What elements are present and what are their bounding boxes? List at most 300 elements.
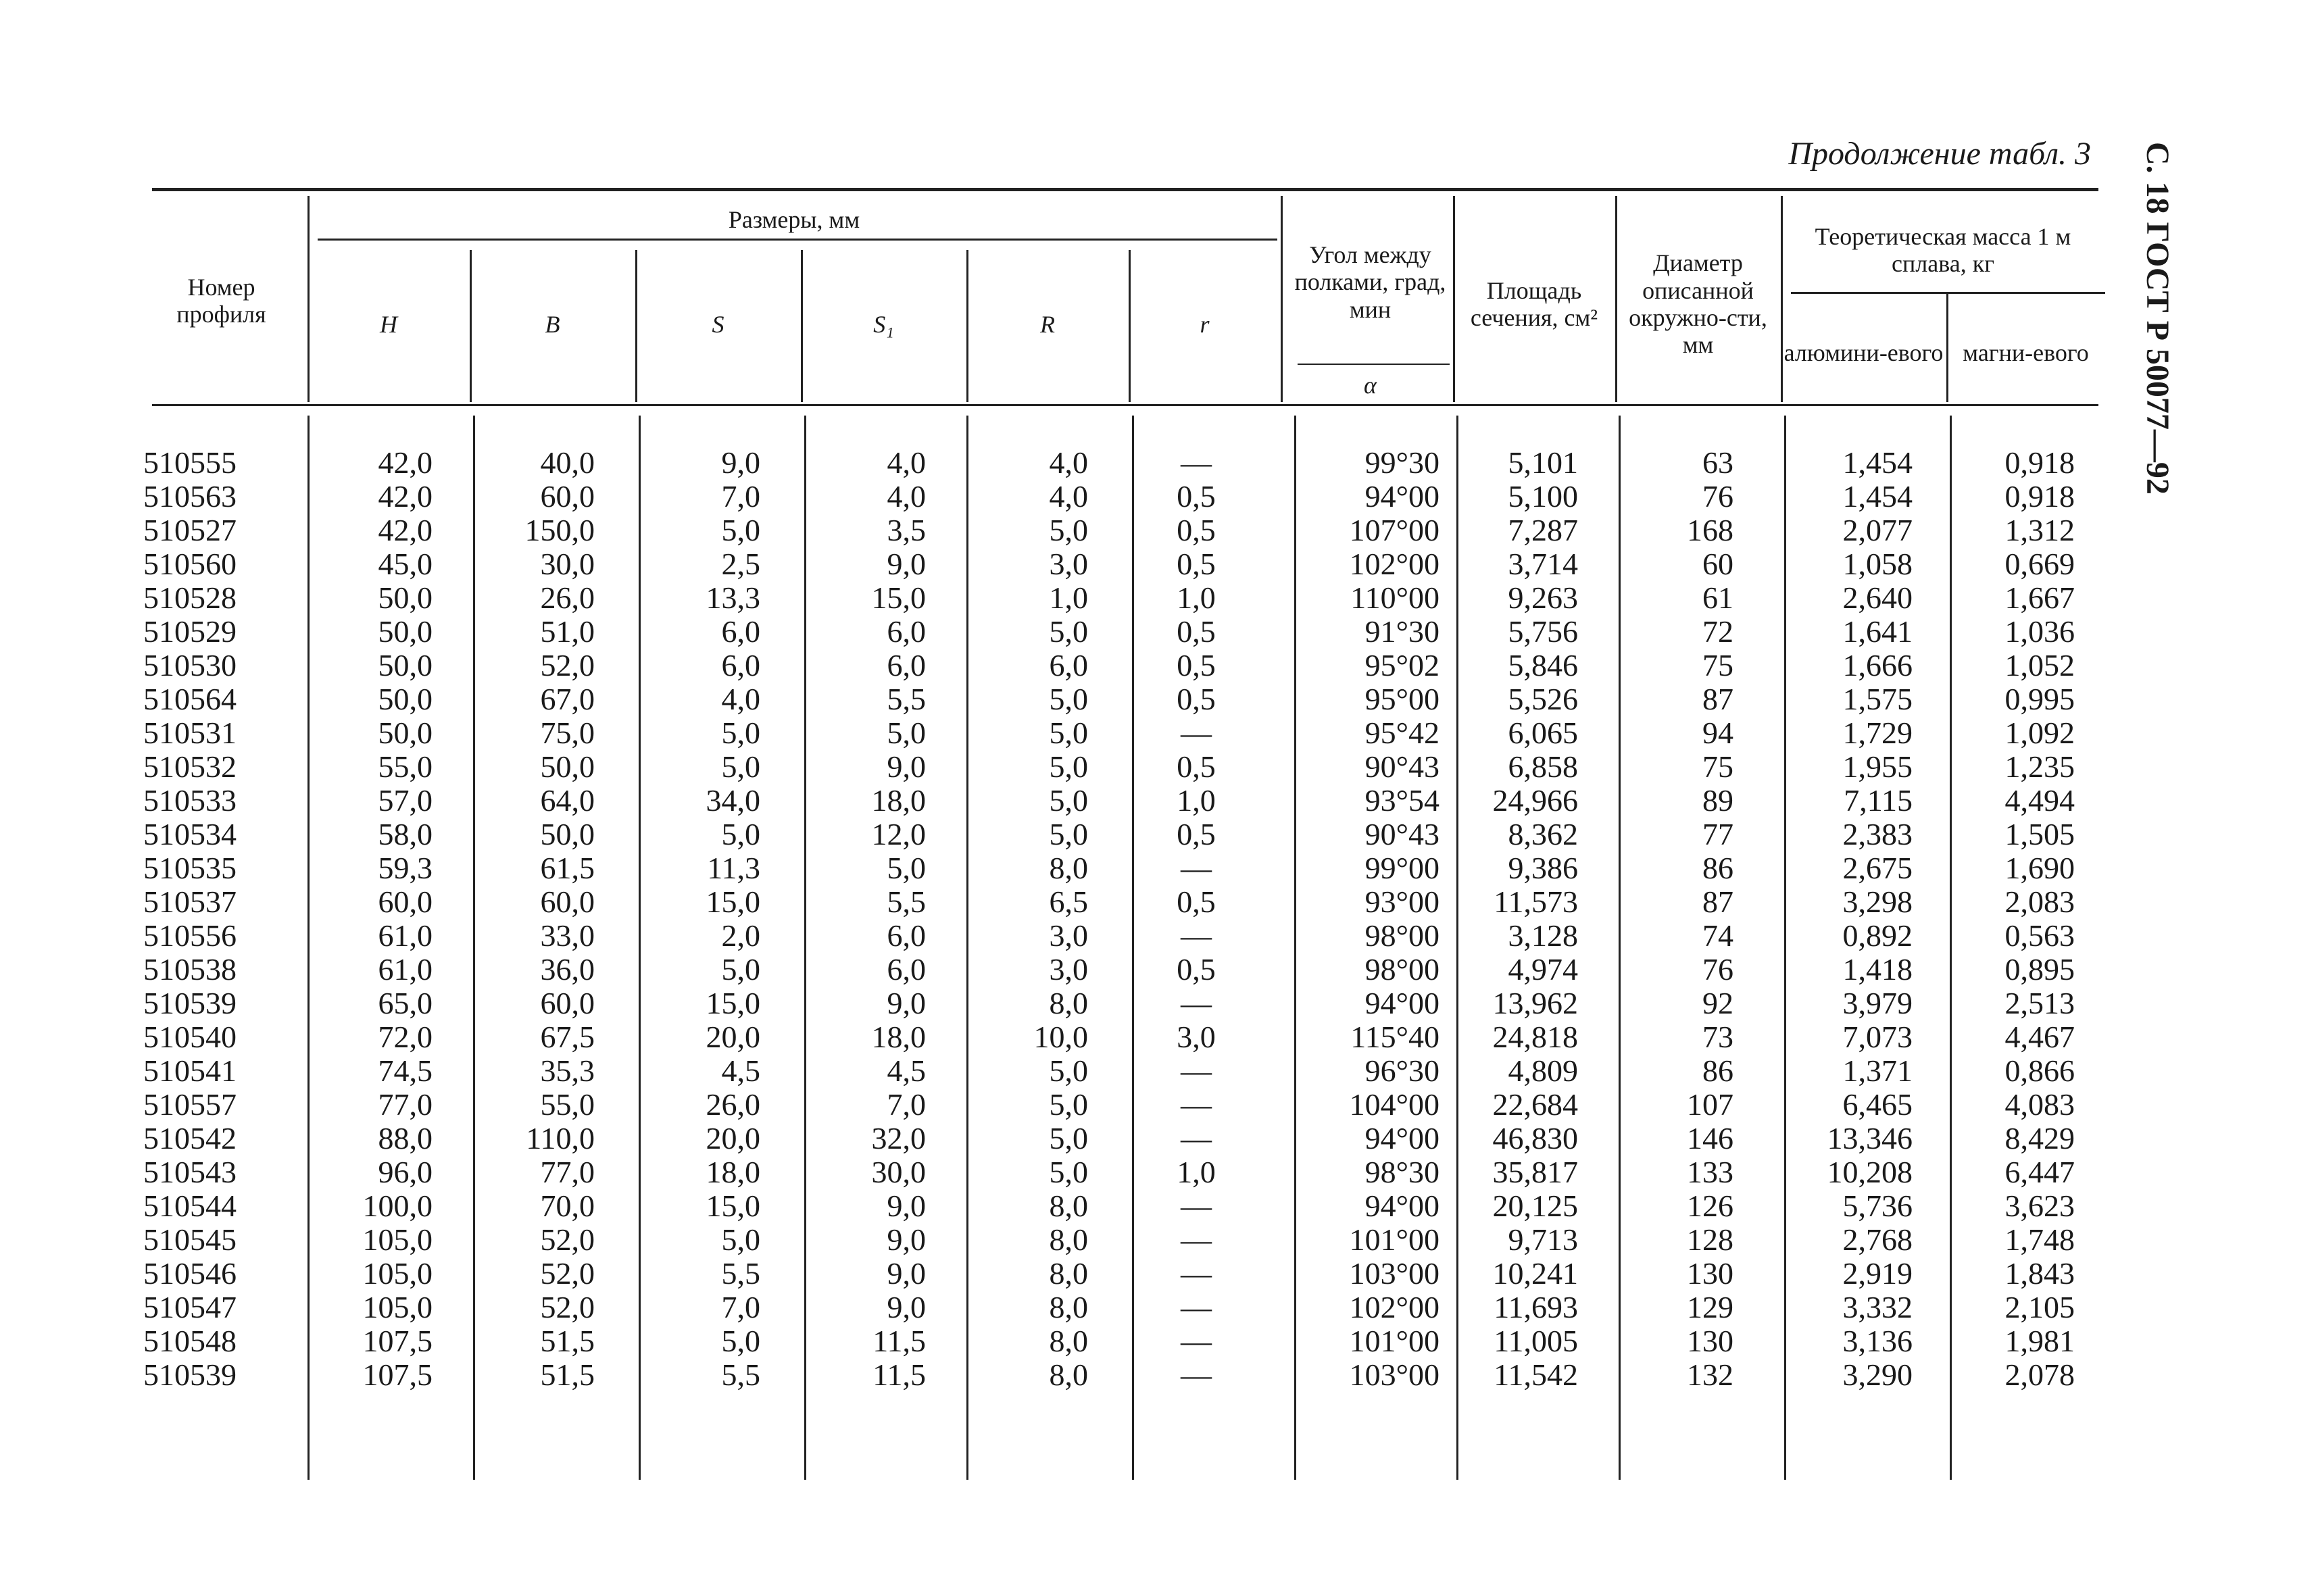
cell-S: 15,0 bbox=[706, 986, 760, 1020]
cell-al: 7,115 bbox=[1844, 783, 1913, 818]
cell-S: 5,5 bbox=[721, 1357, 760, 1392]
cell-angle: 90°43 bbox=[1364, 817, 1439, 851]
table-caption: Продолжение табл. 3 bbox=[1788, 136, 2091, 172]
cell-R: 8,0 bbox=[1049, 1290, 1088, 1324]
cell-al: 3,136 bbox=[1842, 1324, 1913, 1358]
cell-al: 10,208 bbox=[1827, 1155, 1913, 1189]
cell-profile: 510555 bbox=[143, 445, 237, 480]
cell-H: 50,0 bbox=[378, 580, 433, 615]
cell-B: 150,0 bbox=[524, 513, 595, 547]
cell-B: 60,0 bbox=[540, 479, 595, 514]
cell-r: — bbox=[1181, 1087, 1212, 1122]
cell-H: 77,0 bbox=[378, 1087, 433, 1122]
cell-S1: 32,0 bbox=[871, 1121, 926, 1155]
cell-diameter: 60 bbox=[1702, 547, 1733, 581]
cell-H: 50,0 bbox=[378, 682, 433, 716]
page-side-header bbox=[2136, 142, 2217, 574]
cell-r: — bbox=[1181, 1222, 1212, 1257]
cell-S1: 12,0 bbox=[871, 817, 926, 851]
cell-mg: 6,447 bbox=[2004, 1155, 2075, 1189]
cell-B: 26,0 bbox=[540, 580, 595, 615]
cell-angle: 115°40 bbox=[1350, 1020, 1439, 1054]
cell-profile: 510564 bbox=[143, 682, 237, 716]
cell-B: 52,0 bbox=[540, 648, 595, 682]
cell-H: 50,0 bbox=[378, 716, 433, 750]
cell-angle: 98°30 bbox=[1364, 1155, 1439, 1189]
cell-diameter: 132 bbox=[1687, 1357, 1733, 1392]
cell-area: 5,101 bbox=[1508, 445, 1578, 480]
cell-profile: 510527 bbox=[143, 513, 237, 547]
cell-R: 8,0 bbox=[1049, 1222, 1088, 1257]
cell-al: 2,640 bbox=[1842, 580, 1913, 615]
cell-B: 30,0 bbox=[540, 547, 595, 581]
header-diameter: Диаметр описанной окружно-сти, мм bbox=[1629, 249, 1767, 359]
cell-B: 33,0 bbox=[540, 918, 595, 953]
cell-diameter: 89 bbox=[1702, 783, 1733, 818]
cell-r: — bbox=[1181, 1121, 1212, 1155]
cell-S1: 9,0 bbox=[887, 749, 926, 784]
cell-r: 0,5 bbox=[1177, 682, 1216, 716]
cell-al: 2,768 bbox=[1842, 1222, 1913, 1257]
cell-area: 24,966 bbox=[1492, 783, 1578, 818]
cell-S: 18,0 bbox=[706, 1155, 760, 1189]
cell-profile: 510546 bbox=[143, 1256, 237, 1291]
cell-angle: 99°30 bbox=[1364, 445, 1439, 480]
cell-al: 1,418 bbox=[1842, 952, 1913, 987]
cell-r: 0,5 bbox=[1177, 513, 1216, 547]
cell-S1: 9,0 bbox=[887, 1222, 926, 1257]
cell-area: 6,858 bbox=[1508, 749, 1578, 784]
cell-R: 5,0 bbox=[1049, 513, 1088, 547]
cell-H: 107,5 bbox=[362, 1324, 433, 1358]
cell-R: 5,0 bbox=[1049, 716, 1088, 750]
cell-diameter: 76 bbox=[1702, 952, 1733, 987]
cell-al: 2,383 bbox=[1842, 817, 1913, 851]
cell-al: 1,641 bbox=[1842, 614, 1913, 649]
cell-mg: 4,494 bbox=[2004, 783, 2075, 818]
cell-S1: 5,0 bbox=[887, 851, 926, 885]
cell-B: 51,0 bbox=[540, 614, 595, 649]
cell-H: 58,0 bbox=[378, 817, 433, 851]
header-alpha: α bbox=[1364, 371, 1377, 399]
cell-H: 60,0 bbox=[378, 884, 433, 919]
cell-H: 74,5 bbox=[378, 1053, 433, 1088]
cell-mg: 4,083 bbox=[2004, 1087, 2075, 1122]
cell-B: 64,0 bbox=[540, 783, 595, 818]
cell-R: 5,0 bbox=[1049, 1121, 1088, 1155]
cell-B: 50,0 bbox=[540, 749, 595, 784]
cell-mg: 1,690 bbox=[2004, 851, 2075, 885]
cell-mg: 1,052 bbox=[2004, 648, 2075, 682]
cell-S1: 3,5 bbox=[887, 513, 926, 547]
cell-area: 22,684 bbox=[1492, 1087, 1578, 1122]
cell-diameter: 94 bbox=[1702, 716, 1733, 750]
cell-area: 10,241 bbox=[1492, 1256, 1578, 1291]
cell-angle: 95°42 bbox=[1364, 716, 1439, 750]
cell-angle: 98°00 bbox=[1364, 918, 1439, 953]
cell-S1: 6,0 bbox=[887, 648, 926, 682]
cell-profile: 510539 bbox=[143, 986, 237, 1020]
header-angle: Угол между полками, град, мин bbox=[1294, 241, 1446, 323]
cell-diameter: 77 bbox=[1702, 817, 1733, 851]
cell-al: 7,073 bbox=[1842, 1020, 1913, 1054]
cell-S1: 4,5 bbox=[887, 1053, 926, 1088]
cell-S: 5,0 bbox=[721, 1222, 760, 1257]
header-S: S bbox=[712, 310, 724, 338]
cell-mg: 0,918 bbox=[2004, 445, 2075, 480]
cell-R: 5,0 bbox=[1049, 749, 1088, 784]
cell-S: 9,0 bbox=[721, 445, 760, 480]
cell-H: 61,0 bbox=[378, 918, 433, 953]
cell-diameter: 87 bbox=[1702, 884, 1733, 919]
cell-R: 8,0 bbox=[1049, 851, 1088, 885]
cell-area: 5,526 bbox=[1508, 682, 1578, 716]
cell-al: 0,892 bbox=[1842, 918, 1913, 953]
cell-profile: 510538 bbox=[143, 952, 237, 987]
cell-angle: 93°00 bbox=[1364, 884, 1439, 919]
cell-S: 26,0 bbox=[706, 1087, 760, 1122]
cell-r: — bbox=[1181, 1053, 1212, 1088]
cell-al: 13,346 bbox=[1827, 1121, 1913, 1155]
cell-angle: 103°00 bbox=[1349, 1256, 1439, 1291]
cell-H: 105,0 bbox=[362, 1222, 433, 1257]
header-R: R bbox=[1040, 310, 1055, 338]
cell-H: 105,0 bbox=[362, 1290, 433, 1324]
cell-area: 5,846 bbox=[1508, 648, 1578, 682]
cell-H: 88,0 bbox=[378, 1121, 433, 1155]
cell-H: 50,0 bbox=[378, 614, 433, 649]
cell-angle: 94°00 bbox=[1364, 986, 1439, 1020]
cell-profile: 510541 bbox=[143, 1053, 237, 1088]
page-side-header-text: С. 18 ГОСТ Р 50077—92 bbox=[2140, 142, 2175, 495]
cell-al: 2,675 bbox=[1842, 851, 1913, 885]
cell-S: 4,0 bbox=[721, 682, 760, 716]
cell-diameter: 92 bbox=[1702, 986, 1733, 1020]
cell-B: 60,0 bbox=[540, 986, 595, 1020]
cell-R: 5,0 bbox=[1049, 682, 1088, 716]
cell-area: 5,756 bbox=[1508, 614, 1578, 649]
cell-area: 46,830 bbox=[1492, 1121, 1578, 1155]
cell-al: 3,298 bbox=[1842, 884, 1913, 919]
header-magnesium: магни-евого bbox=[1963, 339, 2089, 367]
cell-B: 55,0 bbox=[540, 1087, 595, 1122]
cell-S1: 5,5 bbox=[887, 682, 926, 716]
cell-S: 2,0 bbox=[721, 918, 760, 953]
cell-area: 4,974 bbox=[1508, 952, 1578, 987]
header-B: B bbox=[545, 310, 560, 338]
cell-al: 1,729 bbox=[1842, 716, 1913, 750]
cell-R: 5,0 bbox=[1049, 1087, 1088, 1122]
cell-r: 1,0 bbox=[1177, 1155, 1216, 1189]
cell-B: 70,0 bbox=[540, 1189, 595, 1223]
cell-diameter: 168 bbox=[1687, 513, 1733, 547]
cell-area: 3,128 bbox=[1508, 918, 1578, 953]
cell-mg: 1,748 bbox=[2004, 1222, 2075, 1257]
cell-profile: 510537 bbox=[143, 884, 237, 919]
cell-R: 3,0 bbox=[1049, 547, 1088, 581]
cell-al: 1,454 bbox=[1842, 479, 1913, 514]
cell-r: — bbox=[1181, 716, 1212, 750]
cell-profile: 510563 bbox=[143, 479, 237, 514]
cell-B: 67,5 bbox=[540, 1020, 595, 1054]
cell-r: — bbox=[1181, 851, 1212, 885]
cell-r: — bbox=[1181, 1290, 1212, 1324]
cell-B: 50,0 bbox=[540, 817, 595, 851]
cell-mg: 1,312 bbox=[2004, 513, 2075, 547]
cell-diameter: 146 bbox=[1687, 1121, 1733, 1155]
cell-S: 34,0 bbox=[706, 783, 760, 818]
cell-R: 8,0 bbox=[1049, 1324, 1088, 1358]
cell-area: 5,100 bbox=[1508, 479, 1578, 514]
cell-angle: 94°00 bbox=[1364, 1189, 1439, 1223]
cell-S: 5,0 bbox=[721, 817, 760, 851]
cell-area: 24,818 bbox=[1492, 1020, 1578, 1054]
cell-S: 7,0 bbox=[721, 1290, 760, 1324]
cell-R: 6,5 bbox=[1049, 884, 1088, 919]
header-profile: Номер профиля bbox=[176, 273, 266, 328]
cell-mg: 2,105 bbox=[2004, 1290, 2075, 1324]
header-area: Площадь сечения, см² bbox=[1470, 276, 1598, 331]
cell-S: 20,0 bbox=[706, 1020, 760, 1054]
cell-diameter: 75 bbox=[1702, 648, 1733, 682]
cell-S1: 30,0 bbox=[871, 1155, 926, 1189]
cell-r: — bbox=[1181, 1189, 1212, 1223]
cell-profile: 510542 bbox=[143, 1121, 237, 1155]
cell-B: 110,0 bbox=[526, 1121, 595, 1155]
cell-diameter: 86 bbox=[1702, 1053, 1733, 1088]
cell-angle: 102°00 bbox=[1349, 547, 1439, 581]
cell-mg: 1,036 bbox=[2004, 614, 2075, 649]
cell-mg: 1,843 bbox=[2004, 1256, 2075, 1291]
cell-R: 5,0 bbox=[1049, 1155, 1088, 1189]
cell-profile: 510539 bbox=[143, 1357, 237, 1392]
cell-profile: 510531 bbox=[143, 716, 237, 750]
cell-r: 0,5 bbox=[1177, 884, 1216, 919]
cell-S1: 6,0 bbox=[887, 918, 926, 953]
header-aluminum: алюмини-евого bbox=[1783, 339, 1944, 367]
cell-S1: 5,5 bbox=[887, 884, 926, 919]
cell-diameter: 73 bbox=[1702, 1020, 1733, 1054]
cell-diameter: 126 bbox=[1687, 1189, 1733, 1223]
table-rule bbox=[152, 188, 2098, 191]
cell-R: 4,0 bbox=[1049, 445, 1088, 480]
cell-angle: 94°00 bbox=[1364, 1121, 1439, 1155]
cell-al: 1,666 bbox=[1842, 648, 1913, 682]
cell-r: 1,0 bbox=[1177, 580, 1216, 615]
cell-profile: 510544 bbox=[143, 1189, 237, 1223]
cell-S: 13,3 bbox=[706, 580, 760, 615]
header-H: H bbox=[380, 310, 397, 338]
cell-profile: 510548 bbox=[143, 1324, 237, 1358]
cell-R: 3,0 bbox=[1049, 952, 1088, 987]
cell-S1: 6,0 bbox=[887, 952, 926, 987]
cell-S: 6,0 bbox=[721, 614, 760, 649]
cell-R: 5,0 bbox=[1049, 614, 1088, 649]
cell-H: 50,0 bbox=[378, 648, 433, 682]
cell-angle: 101°00 bbox=[1349, 1222, 1439, 1257]
cell-mg: 2,078 bbox=[2004, 1357, 2075, 1392]
cell-angle: 102°00 bbox=[1349, 1290, 1439, 1324]
cell-diameter: 107 bbox=[1687, 1087, 1733, 1122]
cell-mg: 2,083 bbox=[2004, 884, 2075, 919]
cell-mg: 1,235 bbox=[2004, 749, 2075, 784]
cell-diameter: 128 bbox=[1687, 1222, 1733, 1257]
table-rule bbox=[1298, 364, 1450, 365]
cell-area: 7,287 bbox=[1508, 513, 1578, 547]
cell-mg: 4,467 bbox=[2004, 1020, 2075, 1054]
cell-diameter: 61 bbox=[1702, 580, 1733, 615]
cell-diameter: 129 bbox=[1687, 1290, 1733, 1324]
cell-r: 0,5 bbox=[1177, 817, 1216, 851]
cell-r: 0,5 bbox=[1177, 952, 1216, 987]
cell-r: — bbox=[1181, 1324, 1212, 1358]
cell-r: — bbox=[1181, 1256, 1212, 1291]
cell-S: 5,0 bbox=[721, 749, 760, 784]
cell-B: 36,0 bbox=[540, 952, 595, 987]
cell-H: 45,0 bbox=[378, 547, 433, 581]
cell-S1: 5,0 bbox=[887, 716, 926, 750]
cell-al: 1,371 bbox=[1842, 1053, 1913, 1088]
cell-profile: 510533 bbox=[143, 783, 237, 818]
cell-H: 57,0 bbox=[378, 783, 433, 818]
cell-r: 1,0 bbox=[1177, 783, 1216, 818]
cell-diameter: 86 bbox=[1702, 851, 1733, 885]
cell-r: — bbox=[1181, 1357, 1212, 1392]
header-mass: Теоретическая масса 1 м сплава, кг bbox=[1815, 222, 2071, 277]
cell-diameter: 133 bbox=[1687, 1155, 1733, 1189]
cell-diameter: 76 bbox=[1702, 479, 1733, 514]
cell-angle: 93°54 bbox=[1364, 783, 1439, 818]
table-rule bbox=[1132, 416, 1134, 1480]
cell-r: — bbox=[1181, 986, 1212, 1020]
cell-B: 51,5 bbox=[540, 1324, 595, 1358]
cell-S: 20,0 bbox=[706, 1121, 760, 1155]
cell-S1: 11,5 bbox=[872, 1357, 926, 1392]
cell-angle: 94°00 bbox=[1364, 479, 1439, 514]
cell-al: 3,290 bbox=[1842, 1357, 1913, 1392]
cell-diameter: 72 bbox=[1702, 614, 1733, 649]
cell-B: 77,0 bbox=[540, 1155, 595, 1189]
cell-B: 51,5 bbox=[540, 1357, 595, 1392]
cell-S1: 15,0 bbox=[871, 580, 926, 615]
header-S1: S₁ bbox=[873, 310, 894, 338]
cell-R: 8,0 bbox=[1049, 1189, 1088, 1223]
cell-R: 8,0 bbox=[1049, 1357, 1088, 1392]
cell-S1: 4,0 bbox=[887, 479, 926, 514]
cell-R: 5,0 bbox=[1049, 817, 1088, 851]
cell-S1: 9,0 bbox=[887, 1189, 926, 1223]
cell-al: 3,332 bbox=[1842, 1290, 1913, 1324]
cell-angle: 110°00 bbox=[1350, 580, 1439, 615]
cell-angle: 95°00 bbox=[1364, 682, 1439, 716]
cell-area: 8,362 bbox=[1508, 817, 1578, 851]
cell-profile: 510535 bbox=[143, 851, 237, 885]
cell-S: 6,0 bbox=[721, 648, 760, 682]
cell-area: 9,386 bbox=[1508, 851, 1578, 885]
cell-H: 42,0 bbox=[378, 479, 433, 514]
cell-al: 6,465 bbox=[1842, 1087, 1913, 1122]
cell-r: 3,0 bbox=[1177, 1020, 1216, 1054]
cell-al: 5,736 bbox=[1842, 1189, 1913, 1223]
cell-S: 5,0 bbox=[721, 952, 760, 987]
cell-angle: 91°30 bbox=[1364, 614, 1439, 649]
cell-r: — bbox=[1181, 445, 1212, 480]
cell-R: 3,0 bbox=[1049, 918, 1088, 953]
cell-mg: 0,895 bbox=[2004, 952, 2075, 987]
cell-mg: 1,092 bbox=[2004, 716, 2075, 750]
cell-S: 7,0 bbox=[721, 479, 760, 514]
cell-S1: 11,5 bbox=[872, 1324, 926, 1358]
cell-profile: 510530 bbox=[143, 648, 237, 682]
cell-S: 5,0 bbox=[721, 1324, 760, 1358]
cell-S1: 9,0 bbox=[887, 986, 926, 1020]
cell-B: 52,0 bbox=[540, 1222, 595, 1257]
cell-mg: 1,667 bbox=[2004, 580, 2075, 615]
cell-B: 35,3 bbox=[540, 1053, 595, 1088]
cell-S1: 7,0 bbox=[887, 1087, 926, 1122]
cell-area: 20,125 bbox=[1492, 1189, 1578, 1223]
cell-B: 75,0 bbox=[540, 716, 595, 750]
cell-R: 6,0 bbox=[1049, 648, 1088, 682]
cell-B: 67,0 bbox=[540, 682, 595, 716]
cell-S: 2,5 bbox=[721, 547, 760, 581]
cell-profile: 510529 bbox=[143, 614, 237, 649]
table-rule bbox=[152, 404, 2098, 406]
cell-B: 52,0 bbox=[540, 1256, 595, 1291]
cell-r: 0,5 bbox=[1177, 614, 1216, 649]
cell-mg: 0,563 bbox=[2004, 918, 2075, 953]
cell-S: 4,5 bbox=[721, 1053, 760, 1088]
cell-S: 5,0 bbox=[721, 513, 760, 547]
cell-profile: 510547 bbox=[143, 1290, 237, 1324]
cell-S: 5,5 bbox=[721, 1256, 760, 1291]
cell-H: 42,0 bbox=[378, 513, 433, 547]
cell-S: 15,0 bbox=[706, 884, 760, 919]
cell-area: 13,962 bbox=[1492, 986, 1578, 1020]
cell-H: 61,0 bbox=[378, 952, 433, 987]
cell-H: 100,0 bbox=[362, 1189, 433, 1223]
cell-area: 35,817 bbox=[1492, 1155, 1578, 1189]
cell-S1: 18,0 bbox=[871, 1020, 926, 1054]
cell-B: 60,0 bbox=[540, 884, 595, 919]
table-rule bbox=[307, 416, 310, 1480]
cell-area: 4,809 bbox=[1508, 1053, 1578, 1088]
cell-S1: 9,0 bbox=[887, 1290, 926, 1324]
cell-r: 0,5 bbox=[1177, 648, 1216, 682]
cell-profile: 510534 bbox=[143, 817, 237, 851]
cell-r: — bbox=[1181, 918, 1212, 953]
cell-angle: 90°43 bbox=[1364, 749, 1439, 784]
cell-mg: 0,995 bbox=[2004, 682, 2075, 716]
cell-R: 1,0 bbox=[1049, 580, 1088, 615]
cell-R: 5,0 bbox=[1049, 1053, 1088, 1088]
cell-diameter: 130 bbox=[1687, 1324, 1733, 1358]
cell-S1: 18,0 bbox=[871, 783, 926, 818]
cell-al: 1,955 bbox=[1842, 749, 1913, 784]
cell-H: 105,0 bbox=[362, 1256, 433, 1291]
cell-mg: 0,669 bbox=[2004, 547, 2075, 581]
cell-S: 5,0 bbox=[721, 716, 760, 750]
cell-mg: 3,623 bbox=[2004, 1189, 2075, 1223]
table-rule bbox=[1281, 196, 1283, 402]
cell-area: 11,005 bbox=[1494, 1324, 1578, 1358]
cell-diameter: 130 bbox=[1687, 1256, 1733, 1291]
cell-R: 10,0 bbox=[1033, 1020, 1088, 1054]
cell-angle: 98°00 bbox=[1364, 952, 1439, 987]
cell-S1: 9,0 bbox=[887, 1256, 926, 1291]
cell-profile: 510532 bbox=[143, 749, 237, 784]
cell-r: 0,5 bbox=[1177, 547, 1216, 581]
